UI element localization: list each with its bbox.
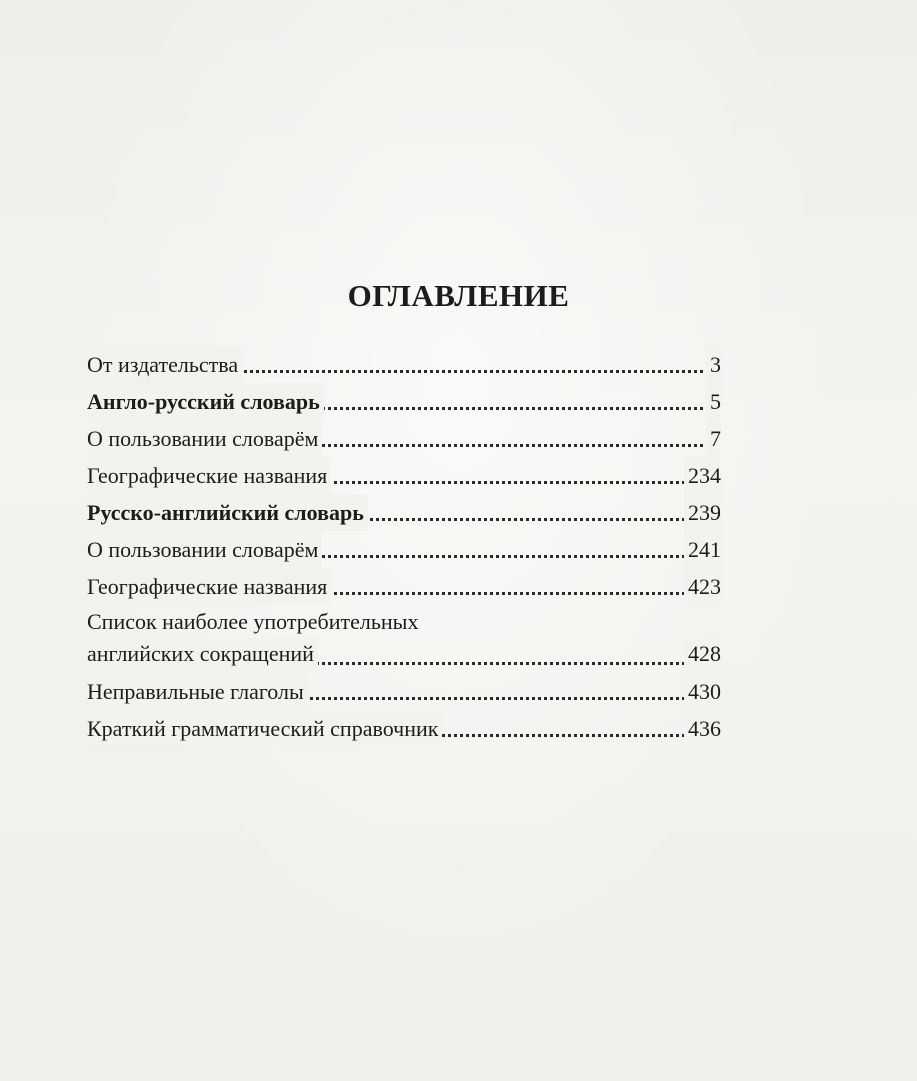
toc-entry-page: 3 xyxy=(706,346,721,383)
toc-entry xyxy=(87,673,721,710)
toc-entry-label: Неправильные глаголы xyxy=(87,673,308,710)
toc-entry-page: 423 xyxy=(684,568,721,605)
toc-entry-page: 234 xyxy=(684,457,721,494)
toc-entry xyxy=(87,383,721,420)
toc-entry-page: 428 xyxy=(684,637,721,671)
toc-entry xyxy=(87,531,721,568)
toc-entry-page: 239 xyxy=(684,494,721,531)
toc-entry xyxy=(87,457,721,494)
toc-entry xyxy=(87,605,721,673)
toc-entry xyxy=(87,346,721,383)
toc-entry-label: Англо-русский словарь xyxy=(87,383,324,420)
toc-entry xyxy=(87,710,721,747)
toc-entry-label: Географические названия xyxy=(87,568,331,605)
toc-entry-label: От издательства xyxy=(87,346,242,383)
table-of-contents xyxy=(87,346,721,747)
toc-entry-label-line1: Список наиболее употребительных xyxy=(87,609,419,634)
toc-entry-page: 5 xyxy=(706,383,721,420)
toc-entry xyxy=(87,568,721,605)
toc-entry-page: 241 xyxy=(684,531,721,568)
toc-entry-label: Краткий грамматический справочник xyxy=(87,710,442,747)
toc-entry-page: 7 xyxy=(706,420,721,457)
toc-entry-page: 436 xyxy=(684,710,721,747)
toc-entry-label-line2: английских сокращений xyxy=(87,637,318,671)
toc-title: ОГЛАВЛЕНИЕ xyxy=(347,278,570,313)
toc-entry-page: 430 xyxy=(684,673,721,710)
toc-entry-label: О пользовании словарём xyxy=(87,531,322,568)
toc-entry-label: Географические названия xyxy=(87,457,331,494)
toc-entry-label: О пользовании словарём xyxy=(87,420,322,457)
toc-entry xyxy=(87,494,721,531)
toc-entry-label: Русско-английский словарь xyxy=(87,494,368,531)
toc-entry xyxy=(87,420,721,457)
